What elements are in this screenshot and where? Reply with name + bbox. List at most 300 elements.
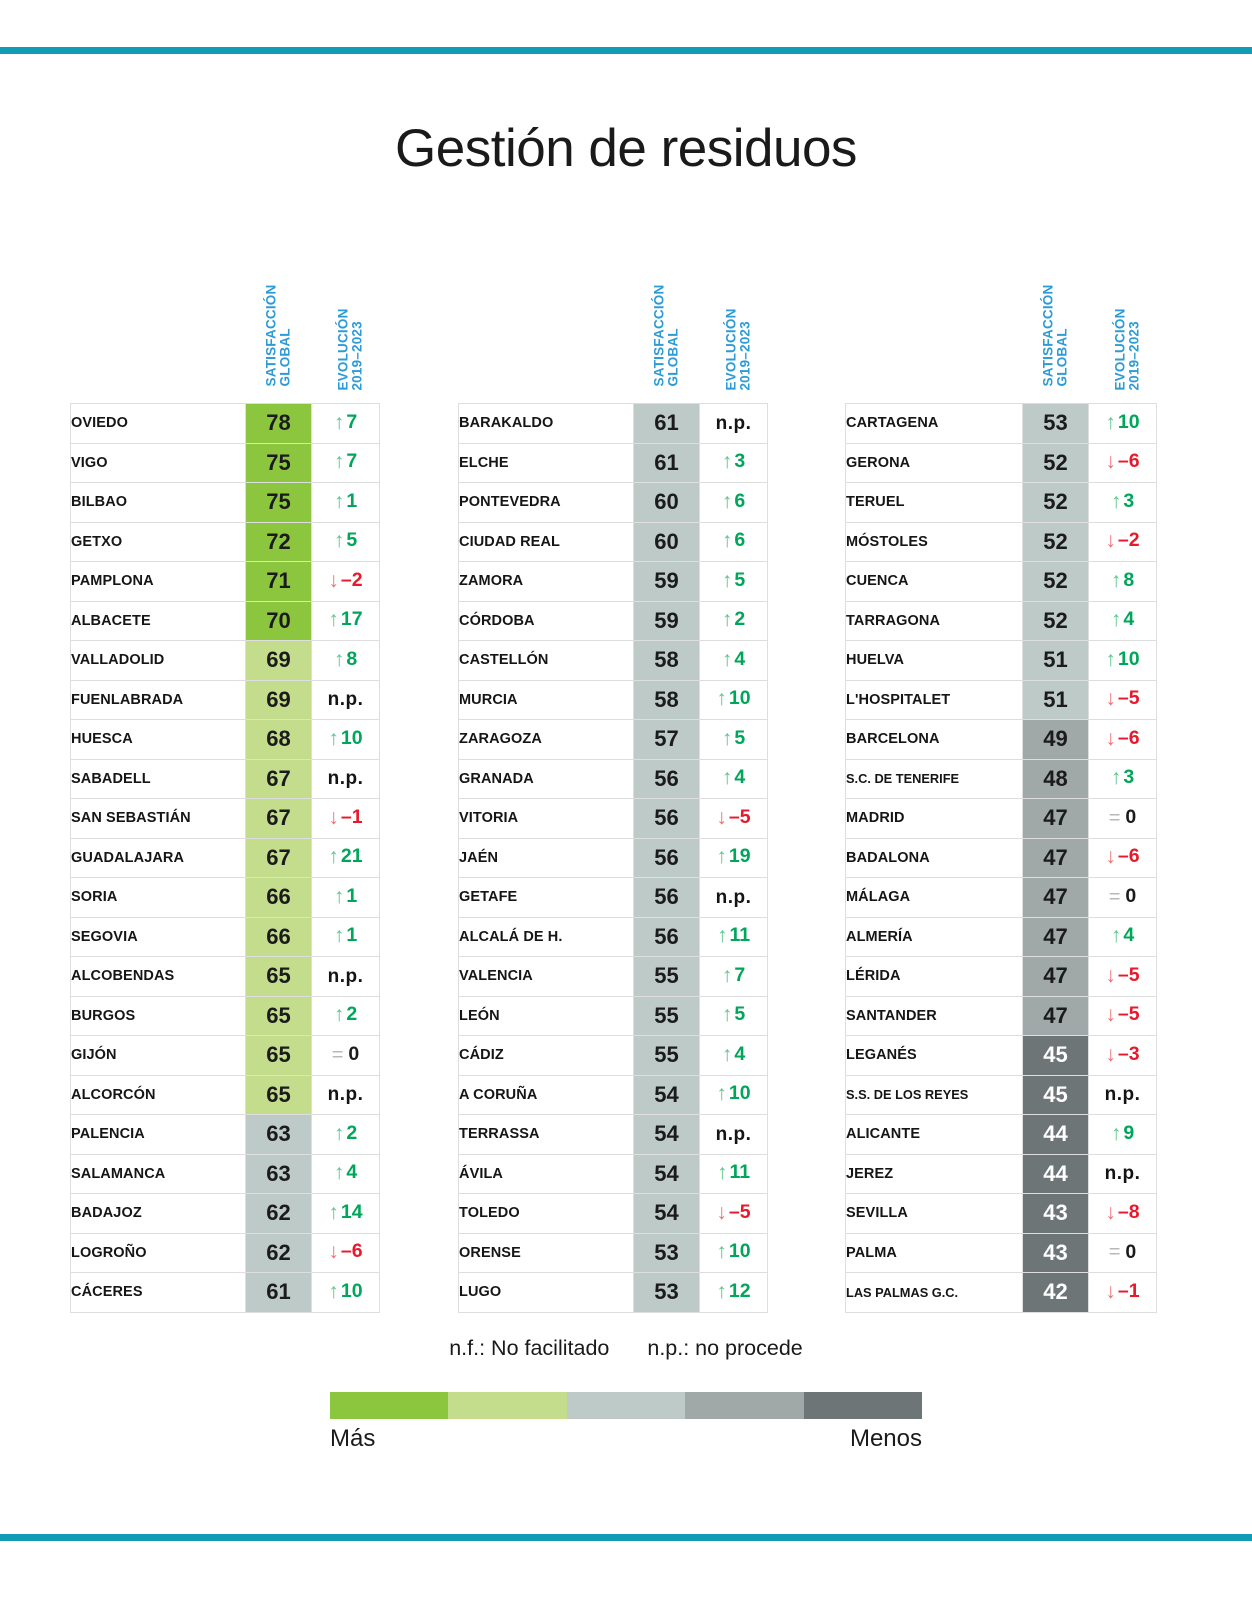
arrow-up-icon: ↑ (721, 608, 733, 632)
satisfaction-value: 58 (634, 680, 700, 720)
city-name: SAN SEBASTIÁN (71, 799, 246, 839)
satisfaction-value: 47 (1023, 957, 1089, 997)
evolution-inner (717, 1162, 750, 1183)
not-applicable-label: n.p. (715, 1123, 752, 1145)
arrow-down-icon: ↓ (1105, 726, 1116, 750)
table-row (459, 601, 768, 641)
table-row (71, 759, 380, 799)
evolution-inner (328, 1202, 362, 1223)
table-row (71, 799, 380, 839)
header-line-2: 2019–2023 (737, 321, 752, 391)
city-name: CÓRDOBA (459, 601, 634, 641)
not-applicable-label: n.p. (715, 886, 752, 908)
table-block-2 (458, 258, 768, 1313)
table-row (459, 1075, 768, 1115)
satisfaction-value: 72 (246, 522, 312, 562)
arrow-up-icon: ↑ (333, 924, 345, 948)
evolution-number: 2 (734, 608, 746, 630)
city-name: PAMPLONA (71, 562, 246, 602)
evolution-inner (1105, 1281, 1139, 1302)
table-row (846, 1075, 1157, 1115)
evolution-number: 11 (729, 1161, 751, 1183)
evolution-number: 10 (1117, 410, 1140, 433)
satisfaction-value: 75 (246, 443, 312, 483)
arrow-up-icon: ↑ (721, 1003, 733, 1027)
evolution-value (1089, 404, 1157, 444)
evolution-inner (716, 1125, 752, 1144)
evolution-value (312, 878, 380, 918)
evolution-number: 17 (340, 608, 363, 630)
arrow-up-icon: ↑ (1110, 924, 1122, 948)
evolution-value (312, 443, 380, 483)
scale-label-more: Más (330, 1425, 376, 1452)
table-row (846, 680, 1157, 720)
evolution-number: –2 (340, 568, 363, 591)
evolution-number: 6 (734, 529, 746, 551)
city-name: OVIEDO (71, 404, 246, 444)
city-name: BURGOS (71, 996, 246, 1036)
table-row (459, 1154, 768, 1194)
evolution-number: –5 (728, 1200, 751, 1223)
evolution-value (312, 1036, 380, 1076)
table-row (846, 562, 1157, 602)
evolution-number: –6 (1117, 845, 1140, 867)
evolution-number: –5 (1117, 1003, 1140, 1025)
arrow-down-icon: ↓ (1105, 1042, 1116, 1066)
evolution-number: 1 (346, 489, 358, 512)
color-scale-bar (330, 1392, 922, 1419)
satisfaction-value: 60 (634, 522, 700, 562)
table-row (459, 957, 768, 997)
table-row (846, 799, 1157, 839)
evolution-number: 4 (734, 766, 746, 788)
scale-swatch-4 (685, 1392, 803, 1419)
satisfaction-value: 67 (246, 799, 312, 839)
arrow-up-icon: ↑ (716, 924, 728, 948)
city-name: TERRASSA (459, 1115, 634, 1155)
arrow-up-icon: ↑ (721, 726, 733, 750)
evolution-number: 21 (340, 845, 363, 867)
city-name: GRANADA (459, 759, 634, 799)
evolution-value (700, 996, 768, 1036)
table-row (71, 838, 380, 878)
evolution-inner (722, 530, 745, 551)
evolution-number: –6 (340, 1240, 363, 1262)
column-headers-2 (458, 258, 768, 403)
evolution-value (312, 720, 380, 760)
evolution-inner (722, 767, 745, 788)
evolution-number: 1 (346, 884, 358, 907)
satisfaction-value: 61 (246, 1273, 312, 1313)
satisfaction-value: 56 (634, 917, 700, 957)
evolution-value (312, 641, 380, 681)
evolution-number: 4 (734, 1042, 746, 1065)
table-row (846, 720, 1157, 760)
city-name: ALCORCÓN (71, 1075, 246, 1115)
table-row (71, 641, 380, 681)
city-name: SORIA (71, 878, 246, 918)
arrow-up-icon: ↑ (721, 963, 733, 987)
city-name: ZARAGOZA (459, 720, 634, 760)
satisfaction-value: 45 (1023, 1036, 1089, 1076)
evolution-inner (334, 1123, 357, 1144)
evolution-value (312, 996, 380, 1036)
evolution-value (312, 1154, 380, 1194)
arrow-up-icon: ↑ (721, 647, 733, 671)
table-body (71, 404, 380, 1313)
arrow-up-icon: ↑ (333, 884, 345, 908)
color-scale-legend (330, 1392, 922, 1453)
evolution-inner (1105, 1004, 1139, 1025)
table-row (846, 1154, 1157, 1194)
evolution-inner (1105, 728, 1139, 749)
not-applicable-label: n.p. (715, 412, 752, 434)
satisfaction-value: 63 (246, 1154, 312, 1194)
table-row (71, 601, 380, 641)
city-name: SABADELL (71, 759, 246, 799)
arrow-up-icon: ↑ (716, 845, 727, 869)
evolution-inner (1105, 649, 1139, 670)
table-row (846, 917, 1157, 957)
evolution-inner (722, 965, 745, 986)
equals-icon: = (1108, 885, 1121, 908)
top-accent-rule (0, 47, 1252, 54)
header-line-2: GLOBAL (1054, 328, 1069, 387)
arrow-down-icon: ↓ (328, 1240, 339, 1264)
evolution-value (1089, 483, 1157, 523)
header-satisfaccion-global (1025, 258, 1085, 403)
satisfaction-value: 78 (246, 404, 312, 444)
arrow-up-icon: ↑ (716, 1082, 727, 1106)
arrow-up-icon: ↑ (333, 647, 345, 671)
satisfaction-value: 69 (246, 641, 312, 681)
city-name: SEGOVIA (71, 917, 246, 957)
satisfaction-value: 47 (1023, 838, 1089, 878)
not-applicable-label: n.p. (1104, 1084, 1141, 1106)
note-nf: n.f.: No facilitado (449, 1336, 610, 1360)
evolution-number: 7 (346, 450, 358, 472)
table-row (846, 522, 1157, 562)
evolution-inner (1105, 688, 1139, 709)
evolution-inner (1111, 767, 1134, 788)
city-name: MADRID (846, 799, 1023, 839)
evolution-inner (332, 1045, 360, 1065)
evolution-value (1089, 917, 1157, 957)
scale-swatch-1 (330, 1392, 448, 1419)
arrow-up-icon: ↑ (1105, 647, 1116, 671)
evolution-number: –5 (1117, 963, 1140, 986)
city-name: L'HOSPITALET (846, 680, 1023, 720)
satisfaction-value: 59 (634, 562, 700, 602)
evolution-value (700, 1075, 768, 1115)
arrow-down-icon: ↓ (1105, 450, 1116, 474)
evolution-inner (716, 888, 752, 907)
table-row (459, 641, 768, 681)
arrow-down-icon: ↓ (1105, 845, 1116, 869)
city-name: JEREZ (846, 1154, 1023, 1194)
evolution-inner (1105, 1044, 1139, 1065)
equals-icon: = (331, 1043, 344, 1066)
table-row (459, 838, 768, 878)
evolution-value (700, 641, 768, 681)
table-row (459, 404, 768, 444)
satisfaction-value: 56 (634, 799, 700, 839)
evolution-value (700, 878, 768, 918)
satisfaction-value: 71 (246, 562, 312, 602)
table-row (459, 1036, 768, 1076)
evolution-value (1089, 957, 1157, 997)
evolution-value (1089, 1154, 1157, 1194)
arrow-down-icon: ↓ (716, 1200, 727, 1224)
table-row (846, 404, 1157, 444)
evolution-inner (334, 491, 357, 512)
equals-icon: = (1108, 1241, 1121, 1264)
city-name: LUGO (459, 1273, 634, 1313)
header-line-2: GLOBAL (277, 328, 292, 387)
evolution-inner (1105, 412, 1139, 433)
satisfaction-value: 56 (634, 759, 700, 799)
satisfaction-value: 61 (634, 404, 700, 444)
table-row (459, 720, 768, 760)
satisfaction-value: 67 (246, 838, 312, 878)
table-row (71, 1154, 380, 1194)
table-row (71, 1075, 380, 1115)
evolution-inner (328, 570, 362, 591)
evolution-number: 10 (340, 1279, 363, 1302)
arrow-down-icon: ↓ (1105, 963, 1116, 987)
evolution-value (312, 1075, 380, 1115)
arrow-up-icon: ↑ (333, 450, 345, 474)
satisfaction-value: 49 (1023, 720, 1089, 760)
table-row (846, 1273, 1157, 1313)
evolution-value (1089, 641, 1157, 681)
header-evolucion (708, 258, 768, 403)
evolution-value (1089, 562, 1157, 602)
evolution-value (312, 601, 380, 641)
evolution-number: 5 (346, 529, 358, 551)
table-row (846, 838, 1157, 878)
satisfaction-value: 53 (634, 1273, 700, 1313)
evolution-value (700, 720, 768, 760)
ranking-table (845, 403, 1157, 1313)
evolution-number: 1 (346, 924, 358, 946)
city-name: MÓSTOLES (846, 522, 1023, 562)
table-row (846, 641, 1157, 681)
evolution-number: 0 (1125, 885, 1137, 907)
city-name: BILBAO (71, 483, 246, 523)
note-np: n.p.: no procede (647, 1336, 803, 1360)
table-row (459, 443, 768, 483)
city-name: ALBACETE (71, 601, 246, 641)
evolution-value (312, 404, 380, 444)
table-row (846, 759, 1157, 799)
evolution-value (700, 1115, 768, 1155)
table-row (71, 404, 380, 444)
arrow-up-icon: ↑ (328, 1200, 339, 1224)
evolution-inner (334, 451, 357, 472)
table-row (71, 483, 380, 523)
table-row (459, 878, 768, 918)
evolution-inner (716, 1281, 750, 1302)
evolution-inner (334, 886, 357, 907)
header-line-1: SATISFACCIÓN (651, 284, 667, 387)
satisfaction-value: 65 (246, 957, 312, 997)
satisfaction-value: 47 (1023, 878, 1089, 918)
evolution-value (312, 1273, 380, 1313)
evolution-inner (1111, 1123, 1134, 1144)
satisfaction-value: 66 (246, 917, 312, 957)
evolution-number: –2 (1117, 529, 1140, 551)
arrow-down-icon: ↓ (1105, 1279, 1116, 1303)
satisfaction-value: 65 (246, 996, 312, 1036)
evolution-inner (334, 925, 357, 946)
satisfaction-value: 58 (634, 641, 700, 681)
evolution-value (312, 917, 380, 957)
evolution-number: 10 (1117, 647, 1140, 670)
evolution-number: –1 (340, 805, 363, 828)
evolution-number: 12 (728, 1279, 751, 1302)
evolution-inner (722, 1044, 745, 1065)
city-name: HUESCA (71, 720, 246, 760)
evolution-number: 3 (734, 450, 746, 472)
evolution-number: 10 (340, 726, 363, 749)
table-row (846, 1194, 1157, 1234)
arrow-up-icon: ↑ (328, 845, 339, 869)
city-name: SALAMANCA (71, 1154, 246, 1194)
evolution-value (312, 799, 380, 839)
city-name: GUADALAJARA (71, 838, 246, 878)
evolution-inner (328, 690, 364, 709)
evolution-number: –5 (728, 805, 751, 828)
arrow-up-icon: ↑ (1105, 410, 1116, 434)
satisfaction-value: 62 (246, 1233, 312, 1273)
scale-label-less: Menos (849, 1425, 922, 1452)
arrow-up-icon: ↑ (721, 529, 733, 553)
evolution-inner (334, 1162, 357, 1183)
satisfaction-value: 55 (634, 1036, 700, 1076)
evolution-inner (722, 649, 745, 670)
not-applicable-label: n.p. (327, 965, 364, 987)
evolution-value (700, 404, 768, 444)
satisfaction-value: 53 (634, 1233, 700, 1273)
table-row (71, 996, 380, 1036)
arrow-up-icon: ↑ (333, 1161, 345, 1185)
evolution-inner (1109, 808, 1137, 828)
evolution-value (1089, 680, 1157, 720)
satisfaction-value: 47 (1023, 996, 1089, 1036)
evolution-number: 0 (1125, 806, 1137, 828)
city-name: GETXO (71, 522, 246, 562)
city-name: TERUEL (846, 483, 1023, 523)
evolution-inner (1105, 1202, 1139, 1223)
satisfaction-value: 44 (1023, 1115, 1089, 1155)
city-name: VIGO (71, 443, 246, 483)
evolution-inner (722, 728, 745, 749)
city-name: JAÉN (459, 838, 634, 878)
evolution-inner (1111, 570, 1134, 591)
city-name: VITORIA (459, 799, 634, 839)
arrow-down-icon: ↓ (716, 805, 727, 829)
satisfaction-value: 43 (1023, 1194, 1089, 1234)
city-name: VALENCIA (459, 957, 634, 997)
arrow-up-icon: ↑ (721, 1042, 733, 1066)
evolution-inner (334, 412, 357, 433)
evolution-number: 8 (1123, 568, 1135, 591)
evolution-value (700, 799, 768, 839)
satisfaction-value: 68 (246, 720, 312, 760)
evolution-number: 14 (340, 1200, 363, 1223)
city-name: TARRAGONA (846, 601, 1023, 641)
evolution-inner (716, 807, 750, 828)
evolution-value (1089, 720, 1157, 760)
satisfaction-value: 53 (1023, 404, 1089, 444)
evolution-inner (328, 1241, 362, 1262)
city-name: MÁLAGA (846, 878, 1023, 918)
satisfaction-value: 60 (634, 483, 700, 523)
evolution-number: –5 (1117, 687, 1140, 709)
city-name: VALLADOLID (71, 641, 246, 681)
evolution-value (1089, 878, 1157, 918)
arrow-down-icon: ↓ (1105, 1003, 1116, 1027)
evolution-number: 10 (728, 1240, 751, 1262)
ranking-table (458, 403, 768, 1313)
city-name: BADAJOZ (71, 1194, 246, 1234)
city-name: FUENLABRADA (71, 680, 246, 720)
satisfaction-value: 65 (246, 1036, 312, 1076)
city-name: ALICANTE (846, 1115, 1023, 1155)
evolution-value (700, 759, 768, 799)
table-row (459, 759, 768, 799)
evolution-number: 9 (1123, 1121, 1135, 1144)
satisfaction-value: 61 (634, 443, 700, 483)
evolution-number: 2 (346, 1003, 358, 1025)
city-name: ELCHE (459, 443, 634, 483)
evolution-inner (716, 1202, 750, 1223)
evolution-inner (1109, 1242, 1137, 1262)
evolution-number: –6 (1117, 726, 1140, 749)
satisfaction-value: 54 (634, 1075, 700, 1115)
evolution-inner (1111, 491, 1134, 512)
table-block-3 (845, 258, 1157, 1313)
arrow-up-icon: ↑ (1110, 608, 1122, 632)
evolution-inner (716, 1083, 750, 1104)
table-row (71, 1233, 380, 1273)
satisfaction-value: 44 (1023, 1154, 1089, 1194)
evolution-value (312, 838, 380, 878)
not-applicable-label: n.p. (1104, 1163, 1141, 1185)
city-name: BADALONA (846, 838, 1023, 878)
header-line-1: EVOLUCIÓN (335, 308, 351, 391)
arrow-up-icon: ↑ (716, 1279, 727, 1303)
header-evolucion (320, 258, 380, 403)
city-name: CÁCERES (71, 1273, 246, 1313)
evolution-value (1089, 601, 1157, 641)
evolution-number: 6 (734, 489, 746, 512)
header-line-1: SATISFACCIÓN (1040, 284, 1056, 387)
table-row (846, 1036, 1157, 1076)
satisfaction-value: 62 (246, 1194, 312, 1234)
satisfaction-value: 67 (246, 759, 312, 799)
header-line-2: 2019–2023 (1126, 321, 1141, 391)
evolution-value (700, 1194, 768, 1234)
evolution-inner (722, 491, 745, 512)
city-name: BARAKALDO (459, 404, 634, 444)
evolution-value (312, 680, 380, 720)
table-row (459, 562, 768, 602)
satisfaction-value: 56 (634, 838, 700, 878)
evolution-value (700, 483, 768, 523)
column-headers-3 (845, 258, 1157, 403)
